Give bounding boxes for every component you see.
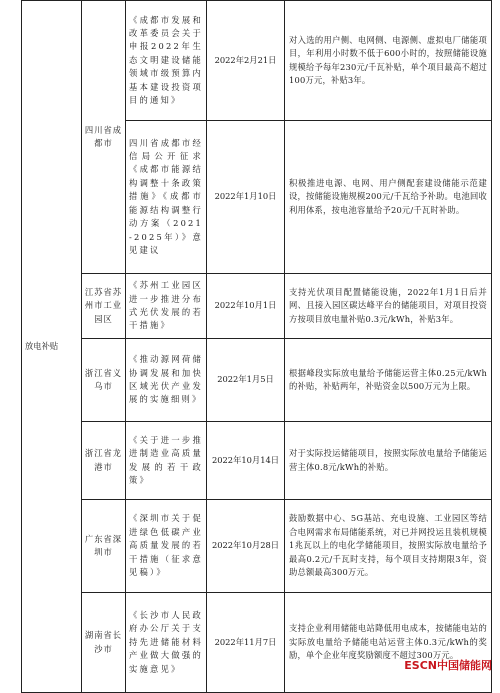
table-row xyxy=(22,1,492,121)
region-cell: 广东省深圳市 xyxy=(82,500,126,593)
policy-cell: 《关于进一步推进制造业高质量发展的若干政策》 xyxy=(126,422,207,500)
region-cell: 江苏省苏州市工业园区 xyxy=(82,274,126,339)
date-cell: 2022年10月14日 xyxy=(207,422,285,500)
content-cell: 鼓励数据中心、5G基站、充电设施、工业园区等结合电网需求布局储能系统，对已并网投运且装机规模1兆瓦以上的电化学储能项目，按照实际放电量给予最高0.2元/千瓦时支持，每个项目支持期限3年，资助总额最高300万元。 xyxy=(285,500,492,593)
policy-cell: 《推动源网荷储协调发展和加快区域光伏产业发展的实施细则》 xyxy=(126,339,207,422)
date-cell: 2022年10月1日 xyxy=(207,274,285,339)
policy-cell: 《苏州工业园区进一步推进分布式光伏发展的若干措施》 xyxy=(126,274,207,339)
content-cell: 支持企业利用储能电站降低用电成本，按储能电站的实际放电量给予储能电站运营主体0.3元/kWh的奖励，单个企业年度奖励额度不超过300万元。 xyxy=(285,593,492,693)
table-row xyxy=(22,593,492,693)
policy-cell: 《深圳市关于促进绿色低碳产业高质量发展的若干措施（征求意见稿）》 xyxy=(126,500,207,593)
date-cell: 2022年2月21日 xyxy=(207,1,285,121)
date-cell: 2022年1月10日 xyxy=(207,121,285,274)
content-cell: 支持光伏项目配置储能设施，2022年1月1日后并网、且接入园区碳达峰平台的储能项目，对项目投资方按项目放电量补贴0.3元/kWh，补贴3年。 xyxy=(285,274,492,339)
table-row xyxy=(22,500,492,593)
date-cell: 2022年1月5日 xyxy=(207,339,285,422)
region-cell: 浙江省义乌市 xyxy=(82,339,126,422)
region-cell: 浙江省龙港市 xyxy=(82,422,126,500)
site-watermark xyxy=(404,660,492,672)
table-row xyxy=(22,422,492,500)
watermark-brand: ESCN xyxy=(404,659,437,672)
region-cell: 湖南省长沙市 xyxy=(82,593,126,693)
policy-cell: 《成都市发展和改革委员会关于申报2022年生态文明建设储能领域市级预算内基本建设投资项目的通知》 xyxy=(126,1,207,121)
content-cell: 对于实际投运储能项目，按照实际放电量给予储能运营主体0.8元/kWh的补贴。 xyxy=(285,422,492,500)
policy-table xyxy=(21,0,492,693)
category-cell: 放电补贴 xyxy=(22,1,82,693)
policy-cell: 《长沙市人民政府办公厅关于支持先进储能材料产业做大做强的实施意见》 xyxy=(126,593,207,693)
content-cell: 积极推进电源、电网、用户侧配套建设储能示范建设，按储能设施规模200元/千瓦给予补助。电池回收利用体系，按电池容量给予20元/千瓦时补助。 xyxy=(285,121,492,274)
content-cell: 根据峰段实际放电量给予储能运营主体0.25元/kWh的补贴，补贴两年，补贴资金以500万元为上限。 xyxy=(285,339,492,422)
date-cell: 2022年11月7日 xyxy=(207,593,285,693)
table-row xyxy=(22,339,492,422)
watermark-site: 中国储能网 xyxy=(437,659,492,672)
policy-cell: 四川省成都市经信局公开征求《成都市能源结构调整十条政策措施》《成都市能源结构调整行动方案（2021-2025年）》意见建议 xyxy=(126,121,207,274)
table-row xyxy=(22,274,492,339)
region-cell: 四川省成都市 xyxy=(82,1,126,274)
content-cell: 对入选的用户侧、电网侧、电源侧、虚拟电厂储能项目，年利用小时数不低于600小时的，按照储能设施规模给予每年230元/千瓦补贴，单个项目最高不超过100万元，补贴3年。 xyxy=(285,1,492,121)
date-cell: 2022年10月28日 xyxy=(207,500,285,593)
